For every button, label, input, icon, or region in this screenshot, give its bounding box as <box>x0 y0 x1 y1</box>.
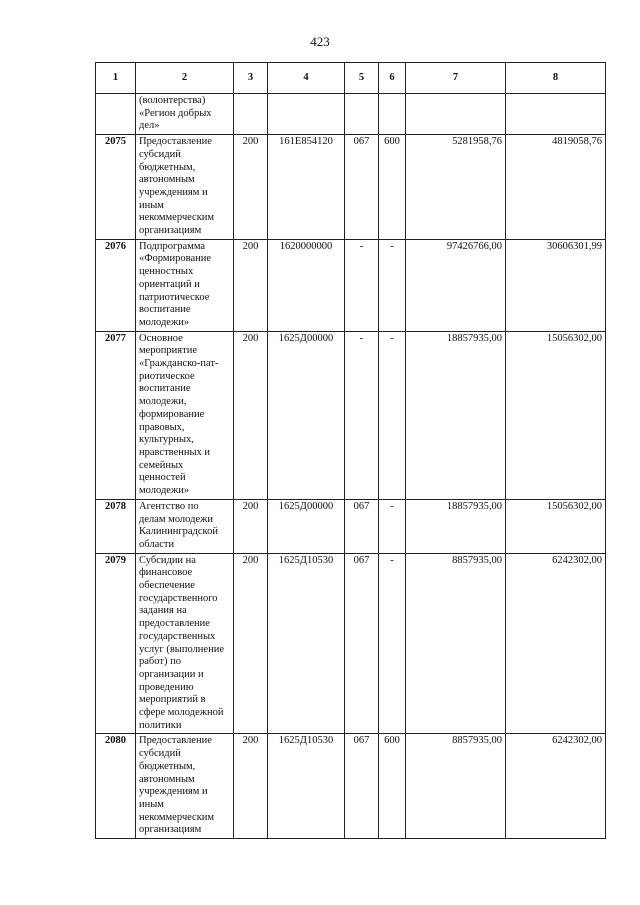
item-name-cell <box>136 135 234 240</box>
item-name-line: субсидий <box>139 748 181 760</box>
table-body <box>96 94 606 839</box>
amount-cell: 97426766,00 <box>406 239 506 331</box>
table-row <box>96 734 606 839</box>
budget-table <box>95 62 606 839</box>
item-name-line: услуг (выполнение <box>139 643 224 655</box>
item-name-line: ценностных <box>139 266 194 278</box>
table-row <box>96 239 606 331</box>
item-name-line: государственного <box>139 592 218 604</box>
ministry-code-cell: 200 <box>234 553 268 734</box>
item-name-line: Предоставление <box>139 735 212 747</box>
expense-type-cell: - <box>379 553 406 734</box>
ministry-code-cell: 200 <box>234 499 268 553</box>
item-name-line: организациям <box>139 225 202 237</box>
page-number: 423 <box>310 34 330 49</box>
amount-cell: 4819058,76 <box>506 135 606 240</box>
item-name-line: ценностей <box>139 472 186 484</box>
item-name-line: работ) по <box>139 656 181 668</box>
item-name-line: иным <box>139 798 164 810</box>
item-name-line: Субсидии на <box>139 554 196 566</box>
item-name-line: некоммерческим <box>139 212 215 224</box>
item-name-line: воспитание <box>139 304 191 316</box>
row-number-cell <box>96 94 136 135</box>
column-header: 5 <box>345 63 379 94</box>
amount-cell: 15056302,00 <box>506 331 606 499</box>
row-number-cell: 2079 <box>96 553 136 734</box>
amount-cell: 8857935,00 <box>406 734 506 839</box>
ministry-code-cell: 200 <box>234 135 268 240</box>
item-name-line: бюджетным, <box>139 161 196 173</box>
expense-type-cell: 600 <box>379 734 406 839</box>
item-name-line: иным <box>139 199 164 211</box>
item-name-line: Основное <box>139 332 183 344</box>
column-header: 1 <box>96 63 136 94</box>
amount-cell: 8857935,00 <box>406 553 506 734</box>
item-name-line: мероприятий в <box>139 694 206 706</box>
table-row <box>96 94 606 135</box>
ministry-code-cell: 200 <box>234 331 268 499</box>
item-name-line: ориентаций и <box>139 278 200 290</box>
column-header: 2 <box>136 63 234 94</box>
row-number-cell: 2078 <box>96 499 136 553</box>
expense-type-cell: - <box>379 239 406 331</box>
section-code-cell: 067 <box>345 553 379 734</box>
expense-type-cell: - <box>379 331 406 499</box>
item-name-cell <box>136 331 234 499</box>
item-name-line: автономным <box>139 773 195 785</box>
header-row <box>96 63 606 94</box>
section-code-cell: - <box>345 239 379 331</box>
row-number-cell: 2077 <box>96 331 136 499</box>
target-article-cell: 1625Д00000 <box>268 331 345 499</box>
item-name-line: бюджетным, <box>139 760 196 772</box>
ministry-code-cell: 200 <box>234 734 268 839</box>
table-row <box>96 499 606 553</box>
item-name-line: молодежи» <box>139 316 190 328</box>
item-name-line: проведению <box>139 681 194 693</box>
target-article-cell: 161E854120 <box>268 135 345 240</box>
item-name-line: воспитание <box>139 383 191 395</box>
item-name-line: «Регион добрых <box>139 107 212 119</box>
item-name-line: Предоставление <box>139 136 212 148</box>
item-name-line: правовых, <box>139 421 185 433</box>
item-name-line: делам молодежи <box>139 513 213 525</box>
target-article-cell: 1625Д10530 <box>268 553 345 734</box>
section-code-cell: 067 <box>345 499 379 553</box>
item-name-line: сфере молодежной <box>139 707 224 719</box>
row-number-cell: 2080 <box>96 734 136 839</box>
item-name-line: политики <box>139 719 182 731</box>
item-name-line: (волонтерства) <box>139 95 206 106</box>
target-article-cell <box>268 94 345 135</box>
item-name-cell <box>136 239 234 331</box>
target-article-cell: 1620000000 <box>268 239 345 331</box>
item-name-line: финансовое <box>139 567 193 579</box>
section-code-cell: 067 <box>345 135 379 240</box>
item-name-line: дел» <box>139 120 160 132</box>
item-name-cell <box>136 94 234 135</box>
column-header: 6 <box>379 63 406 94</box>
item-name-cell <box>136 499 234 553</box>
item-name-line: Калининградской <box>139 526 218 538</box>
amount-cell: 6242302,00 <box>506 553 606 734</box>
section-code-cell: 067 <box>345 734 379 839</box>
target-article-cell: 1625Д00000 <box>268 499 345 553</box>
item-name-line: государственных <box>139 630 216 642</box>
section-code-cell: - <box>345 331 379 499</box>
item-name-line: Агентство по <box>139 500 199 512</box>
table-row <box>96 331 606 499</box>
item-name-line: организациям <box>139 824 202 836</box>
expense-type-cell: 600 <box>379 135 406 240</box>
amount-cell: 15056302,00 <box>506 499 606 553</box>
item-name-line: некоммерческим <box>139 811 215 823</box>
item-name-line: культурных, <box>139 434 194 446</box>
amount-cell <box>406 94 506 135</box>
amount-cell: 30606301,99 <box>506 239 606 331</box>
table-row <box>96 135 606 240</box>
item-name-line: молодежи» <box>139 485 190 497</box>
ministry-code-cell <box>234 94 268 135</box>
item-name-line: Подпрограмма <box>139 240 206 252</box>
item-name-cell <box>136 553 234 734</box>
expense-type-cell: - <box>379 499 406 553</box>
row-number-cell: 2076 <box>96 239 136 331</box>
item-name-line: предоставление <box>139 618 210 630</box>
expense-type-cell <box>379 94 406 135</box>
item-name-line: автономным <box>139 174 195 186</box>
item-name-line: семейных <box>139 459 184 471</box>
amount-cell: 6242302,00 <box>506 734 606 839</box>
item-name-line: задания на <box>139 605 187 617</box>
item-name-line: нравственных и <box>139 446 211 458</box>
amount-cell <box>506 94 606 135</box>
item-name-line: «Гражданско-пат- <box>139 358 219 370</box>
item-name-line: патриотическое <box>139 291 210 303</box>
amount-cell: 18857935,00 <box>406 499 506 553</box>
target-article-cell: 1625Д10530 <box>268 734 345 839</box>
column-header: 7 <box>406 63 506 94</box>
item-name-line: молодежи, <box>139 396 187 408</box>
column-header: 8 <box>506 63 606 94</box>
table-row <box>96 553 606 734</box>
item-name-cell <box>136 734 234 839</box>
item-name-line: «Формирование <box>139 253 212 265</box>
item-name-line: учреждениям и <box>139 786 208 798</box>
item-name-line: риотическое <box>139 370 195 382</box>
item-name-line: организации и <box>139 668 204 680</box>
column-header: 4 <box>268 63 345 94</box>
amount-cell: 5281958,76 <box>406 135 506 240</box>
amount-cell: 18857935,00 <box>406 331 506 499</box>
item-name-line: мероприятие <box>139 345 197 357</box>
item-name-line: области <box>139 538 175 550</box>
item-name-line: учреждениям и <box>139 186 208 198</box>
section-code-cell <box>345 94 379 135</box>
item-name-line: формирование <box>139 408 205 420</box>
item-name-line: обеспечение <box>139 580 195 592</box>
ministry-code-cell: 200 <box>234 239 268 331</box>
column-header: 3 <box>234 63 268 94</box>
item-name-line: субсидий <box>139 148 181 160</box>
row-number-cell: 2075 <box>96 135 136 240</box>
